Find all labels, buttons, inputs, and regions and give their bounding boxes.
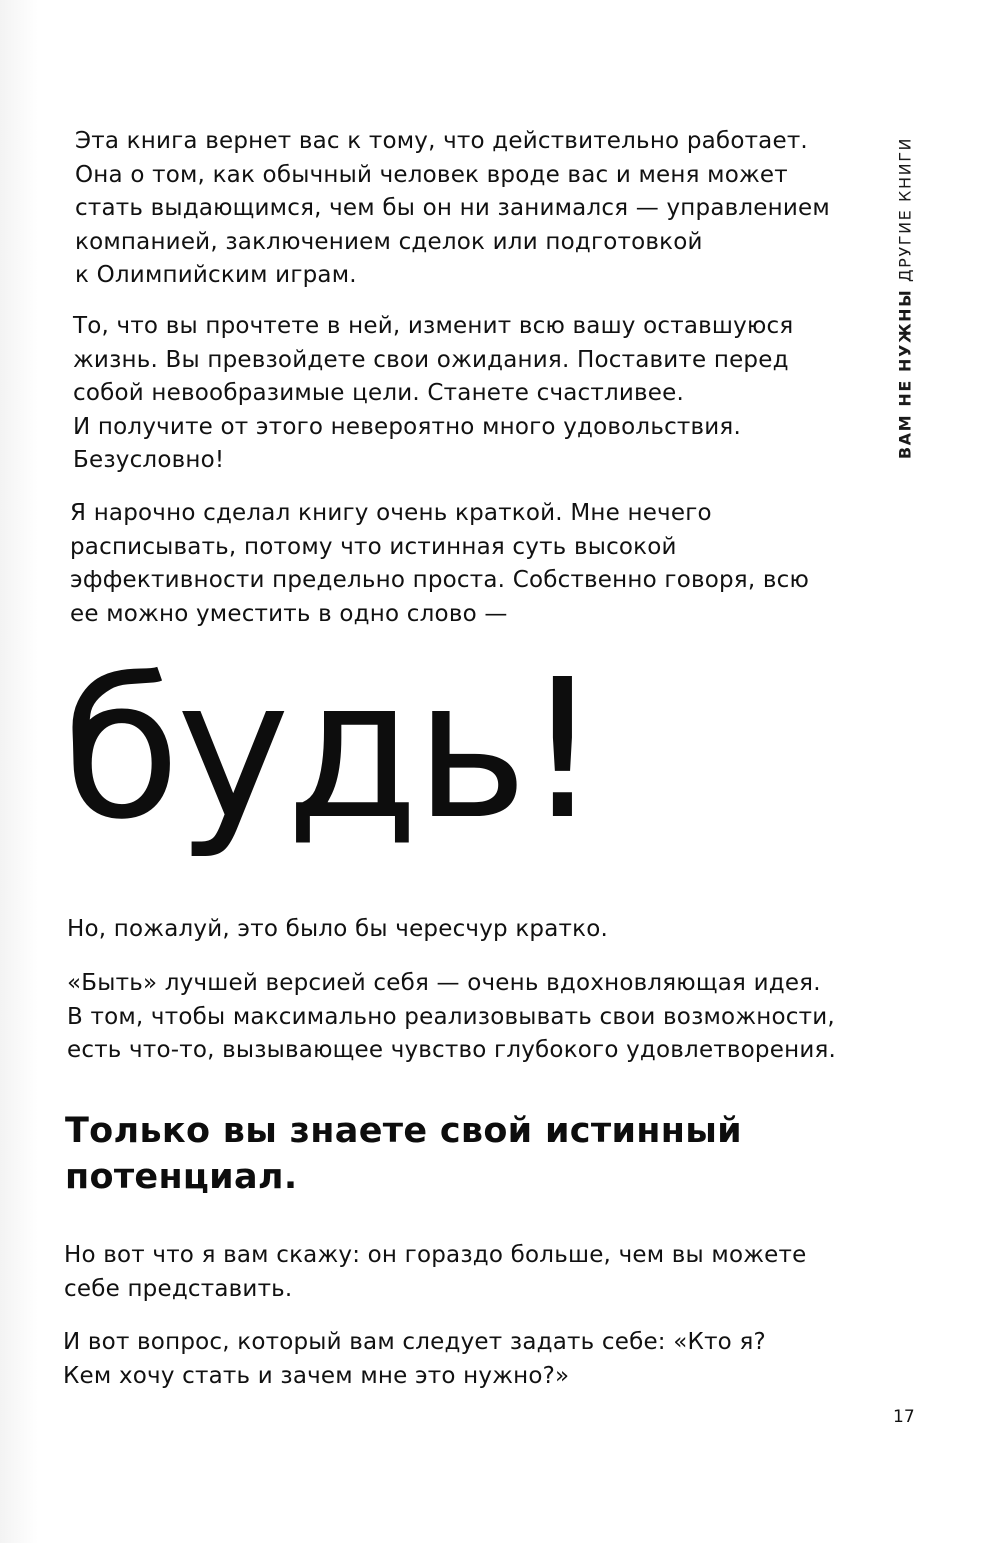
text-line: Безусловно! <box>73 447 225 473</box>
text-line: собой невообразимые цели. Станете счастливее. <box>73 380 685 406</box>
text-line: И вот вопрос, который вам следует задать себе: «Кто я? <box>63 1329 766 1355</box>
page-number: 17 <box>893 1407 915 1427</box>
text-line: расписывать, потому что истинная суть высокой <box>70 533 677 560</box>
text-line: жизнь. Вы превзойдете свои ожидания. Поставите перед <box>73 346 789 373</box>
running-head-text <box>896 137 915 459</box>
text-line: есть что-то, вызывающее чувство глубокого удовлетворения. <box>67 1037 837 1063</box>
text-line: стать выдающимся, чем бы он ни занимался — управлением <box>75 195 830 221</box>
text-line: Эта книга вернет вас к тому, что действительно работает. <box>75 128 808 154</box>
paragraph-too-short <box>67 913 608 947</box>
text-line: к Олимпийским играм. <box>75 262 357 288</box>
page-edge-shadow <box>0 0 38 1543</box>
text-line: эффективности предельно проста. Собственно говоря, всю <box>70 567 810 593</box>
text-line: То, что вы прочтете в ней, изменит всю вашу оставшуюся <box>73 313 794 339</box>
running-head-bold: ВАМ НЕ НУЖНЫ <box>895 288 915 460</box>
text-line: компанией, заключением сделок или подготовкой <box>75 228 703 255</box>
paragraph-intro <box>75 125 830 293</box>
big-word-display: будь! <box>62 639 597 862</box>
text-line: себе представить. <box>64 1275 293 1302</box>
running-head-regular: ДРУГИЕ КНИГИ <box>895 136 915 282</box>
paragraph-promise <box>73 310 793 478</box>
text-line: Я нарочно сделал книгу очень краткой. Мне нечего <box>70 500 712 526</box>
text-line: Но вот что я вам скажу: он гораздо больше, чем вы можете <box>64 1242 807 1268</box>
text-line: «Быть» лучшей версией себя — очень вдохновляющая идея. <box>67 970 821 996</box>
paragraph-best-version <box>67 967 836 1068</box>
text-line: ее можно уместить в одно слово — <box>70 600 508 627</box>
text-line: Но, пожалуй, это было бы чересчур кратко. <box>67 916 608 942</box>
text-line: Она о том, как обычный человек вроде вас и меня может <box>75 161 788 188</box>
text-line: Кем хочу стать и зачем мне это нужно?» <box>63 1362 570 1389</box>
heading-line: Только вы знаете свой истинный <box>65 1111 743 1151</box>
heading-line: потенциал. <box>65 1157 298 1197</box>
paragraph-brevity <box>70 497 809 631</box>
text-line: В том, чтобы максимально реализовывать свои возможности, <box>67 1003 835 1030</box>
text-line: И получите от этого невероятно много удовольствия. <box>73 413 741 440</box>
paragraph-question <box>63 1326 766 1393</box>
section-heading <box>65 1108 742 1200</box>
paragraph-potential <box>64 1239 806 1306</box>
